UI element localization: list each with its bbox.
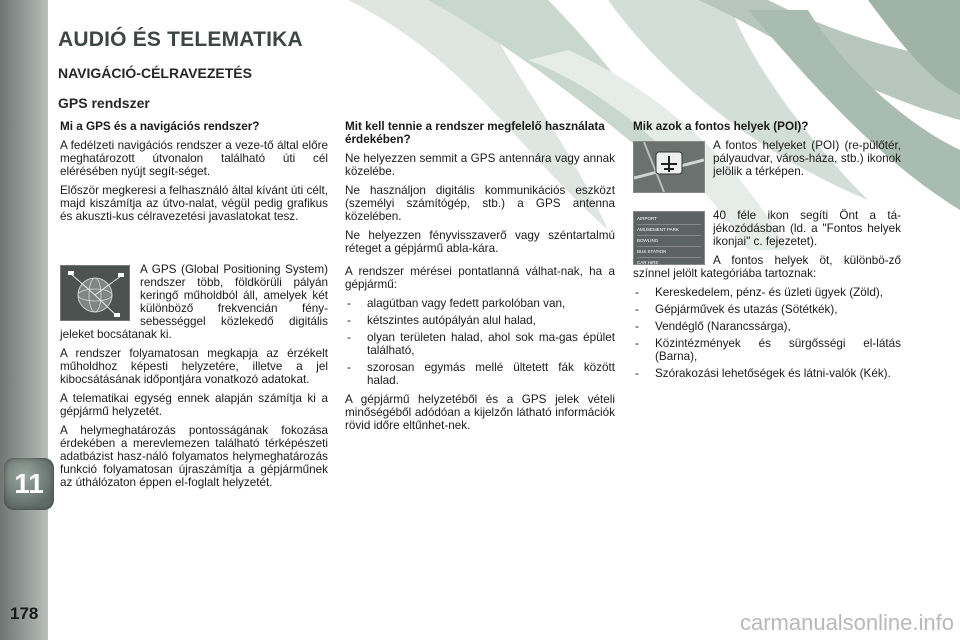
poi-menu-item: AIRPORT — [637, 214, 701, 225]
paragraph: A GPS (Global Positioning System) rendszer több, földkörüli pályán keringő műholdból áll, amelyek két különböző frekvencián fény-sebességgel közlekedő digitális jeleket bocsátanak ki. — [60, 263, 328, 341]
list-item: - olyan területen halad, ahol sok ma-gas épület található, — [345, 331, 615, 357]
list-item: - kétszintes autópályán alul halad, — [345, 314, 615, 327]
list-item: - szorosan egymás mellé ültetett fák között halad. — [345, 361, 615, 387]
airport-poi-icon — [633, 141, 705, 193]
poi-menu-item: BOWLING — [637, 236, 701, 247]
paragraph: Ne helyezzen fényvisszaverő vagy széntartalmú réteget a gépjármű abla-kára. — [345, 229, 615, 255]
paragraph: Ne helyezzen semmit a GPS antennára vagy annak közelébe. — [345, 152, 615, 178]
question-heading: Mi a GPS és a navigációs rendszer? — [60, 120, 260, 133]
gps-satellite-globe-icon — [60, 265, 130, 321]
chapter-badge: 11 — [4, 458, 54, 510]
paragraph: A telematikai egység ennek alapján számítja ki a gépjármű helyzetét. — [60, 392, 328, 418]
paragraph: Először megkeresi a felhasználó által kívánt úti célt, majd kiszámítja az útvo-nalat, végül pedig grafikus és akuszti-kus célravezetési javaslatokat tesz. — [60, 184, 328, 223]
question-heading: Mit kell tennie a rendszer megfelelő használata érdekében? — [345, 120, 605, 146]
list-item: - Vendéglő (Narancssárga), — [633, 320, 901, 333]
section-title: NAVIGÁCIÓ-CÉLRAVEZETÉS — [58, 65, 252, 81]
page-header-title: AUDIÓ ÉS TELEMATIKA — [58, 28, 303, 51]
list-item: - Közintézmények és sürgősségi el-látás (Barna), — [633, 337, 901, 363]
list-item: - Gépjárművek és utazás (Sötétkék), — [633, 303, 901, 316]
poi-category-list — [633, 286, 901, 380]
paragraph: Ne használjon digitális kommunikációs eszközt (személyi számítógép, stb.) a GPS antenna közelében. — [345, 184, 615, 223]
paragraph: A helymeghatározás pontosságának fokozása érdekében a merevlemezen található térképészeti adatbázist hasz-náló folyamatos helymeghatározás funkció folyamatosan újraszámítja a gépjárműnek az úthálózaton éppen el-foglalt helyzetét. — [60, 424, 328, 489]
paragraph: A fontos helyeket (POI) (re-pülőtér, pályaudvar, város-háza, stb.) ikonok jelölik a térképen. — [713, 139, 901, 178]
bullet-list — [345, 297, 615, 387]
paragraph: 40 féle ikon segíti Önt a tá-jékozódásban (ld. a "Fontos helyek ikonjai" c. fejezetet). — [713, 209, 901, 248]
paragraph: A gépjármű helyzetéből és a GPS jelek vételi minőségéből adódóan a kijelzőn látható információk rövid időre eltűnhet-nek. — [345, 393, 615, 432]
list-item: - Szórakozási lehetőségek és látni-valók (Kék). — [633, 367, 901, 380]
section-subtitle: GPS rendszer — [58, 95, 150, 111]
paragraph: A rendszer mérései pontatlanná válhat-nak, ha a gépjármű: — [345, 265, 615, 291]
page-number: 178 — [10, 604, 39, 623]
page-sidebar — [0, 0, 48, 640]
poi-menu-item: AMUSEMENT PARK — [637, 225, 701, 236]
column-3 — [633, 120, 901, 386]
list-item: - Kereskedelem, pénz- és üzleti ügyek (Zöld), — [633, 286, 901, 299]
column-1 — [60, 120, 328, 495]
poi-menu-item: BUS STATION — [637, 247, 701, 258]
poi-menu-item: CAR HIRE — [637, 260, 659, 265]
column-2 — [345, 120, 615, 438]
paragraph: A fedélzeti navigációs rendszer a veze-tő által előre meghatározott útvonalon található úti cél elérésében nyújt segít-séget. — [60, 139, 328, 178]
question-heading: Mik azok a fontos helyek (POI)? — [633, 120, 809, 133]
list-item: - alagútban vagy fedett parkolóban van, — [345, 297, 615, 310]
paragraph: A fontos helyek öt, különbö-ző színnel jelölt kategóriába tartoznak: — [633, 254, 901, 280]
paragraph: A rendszer folyamatosan megkapja az érzékelt műholdhoz képesti helyzetére, illetve a jel kibocsátásának időpontjára vonatkozó adatokat. — [60, 347, 328, 386]
watermark: carmanualsonline.info — [739, 610, 954, 635]
poi-category-list-icon — [633, 211, 705, 265]
